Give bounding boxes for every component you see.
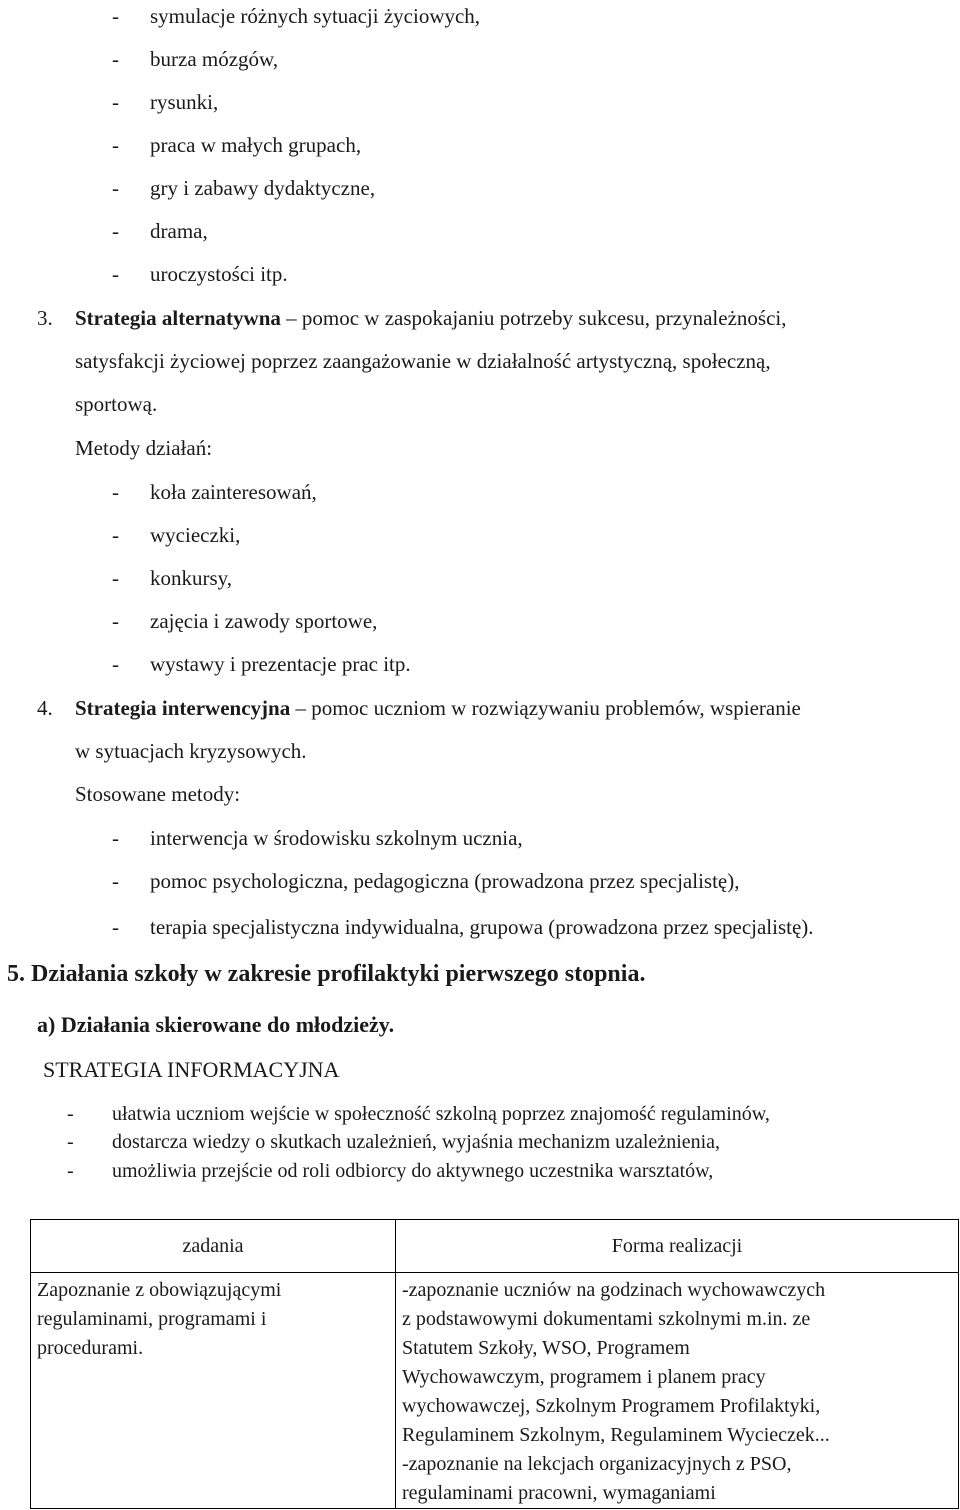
table-cell-task (31, 1273, 396, 1509)
methods-label: Metody działań: (75, 436, 213, 460)
tasks-table (30, 1219, 959, 1509)
methods-label: Stosowane metody: (75, 782, 241, 806)
table-cell-form (396, 1273, 959, 1509)
section-first-line (75, 696, 801, 720)
task-text: Zapoznanie z obowiązującymi regulaminami, programami i procedurami. (37, 1279, 282, 1359)
bullet-dash: - (112, 523, 119, 547)
section-number: 3. (37, 306, 53, 330)
bullet-dash: - (112, 609, 119, 633)
strategy-name: Strategia interwencyjna (75, 696, 291, 720)
strategy-name: Strategia alternatywna (75, 306, 281, 330)
list-item: wystawy i prezentacje prac itp. (150, 652, 411, 676)
table-header-row (31, 1220, 959, 1273)
bullet-dash: - (112, 4, 119, 28)
list-item: konkursy, (150, 566, 233, 590)
bullet-dash: - (112, 133, 119, 157)
table-row (31, 1273, 959, 1509)
list-item: terapia specjalistyczna indywidualna, grupowa (prowadzona przez specjalistę). (150, 915, 814, 939)
list-item: gry i zabawy dydaktyczne, (150, 176, 376, 200)
bullet-dash: - (67, 1160, 74, 1182)
list-item: burza mózgów, (150, 47, 279, 71)
strategy-description: – pomoc uczniom w rozwiązywaniu problemów, wspieranie (290, 696, 801, 720)
list-item: interwencja w środowisku szkolnym ucznia, (150, 826, 523, 850)
bullet-dash: - (112, 262, 119, 286)
paragraph-line: w sytuacjach kryzysowych. (75, 739, 307, 763)
bullet-dash: - (112, 915, 119, 939)
list-item: symulacje różnych sytuacji życiowych, (150, 4, 481, 28)
column-header-tasks: zadania (31, 1220, 396, 1273)
form-text: -zapoznanie uczniów na godzinach wychowawczych z podstawowymi dokumentami szkolnymi m.in. ze Statutem Szkoły, WSO, Programem Wychowawczym, programem i planem pracy wychowawczej, Szkolnym Programem Profilaktyki, Regulaminem Szkolnym, Regulaminem Wycieczek... -zapoznanie na lekcjach organizacyjnych z PSO, regulaminami pracowni, wymaganiami (402, 1279, 830, 1504)
column-header-form: Forma realizacji (396, 1220, 959, 1273)
list-item: pomoc psychologiczna, pedagogiczna (prowadzona przez specjalistę), (150, 869, 740, 893)
bullet-dash: - (112, 47, 119, 71)
subsection-heading: a) Działania skierowane do młodzieży. (37, 1012, 395, 1037)
list-item: wycieczki, (150, 523, 241, 547)
list-item: drama, (150, 219, 208, 243)
section-number: 4. (37, 696, 53, 720)
bullet-dash: - (112, 566, 119, 590)
bullet-dash: - (112, 652, 119, 676)
bullet-dash: - (67, 1131, 74, 1153)
strategy-title: STRATEGIA INFORMACYJNA (43, 1057, 340, 1082)
list-item: koła zainteresowań, (150, 480, 317, 504)
bullet-dash: - (112, 219, 119, 243)
list-item: dostarcza wiedzy o skutkach uzależnień, wyjaśnia mechanizm uzależnienia, (112, 1131, 721, 1153)
bullet-dash: - (112, 480, 119, 504)
paragraph-line: sportową. (75, 392, 158, 416)
list-item: zajęcia i zawody sportowe, (150, 609, 378, 633)
bullet-dash: - (67, 1103, 74, 1125)
list-item: ułatwia uczniom wejście w społeczność szkolną poprzez znajomość regulaminów, (112, 1103, 770, 1125)
list-item: praca w małych grupach, (150, 133, 362, 157)
bullet-dash: - (112, 869, 119, 893)
section-heading: 5. Działania szkoły w zakresie profilaktyki pierwszego stopnia. (7, 961, 646, 987)
list-item: umożliwia przejście od roli odbiorcy do aktywnego uczestnika warsztatów, (112, 1160, 714, 1182)
strategy-description: – pomoc w zaspokajaniu potrzeby sukcesu, przynależności, (280, 306, 787, 330)
paragraph-line: satysfakcji życiowej poprzez zaangażowanie w działalność artystyczną, społeczną, (75, 349, 771, 373)
list-item: uroczystości itp. (150, 262, 288, 286)
section-first-line (75, 306, 786, 330)
bullet-dash: - (112, 176, 119, 200)
bullet-dash: - (112, 90, 119, 114)
list-item: rysunki, (150, 90, 219, 114)
bullet-dash: - (112, 826, 119, 850)
